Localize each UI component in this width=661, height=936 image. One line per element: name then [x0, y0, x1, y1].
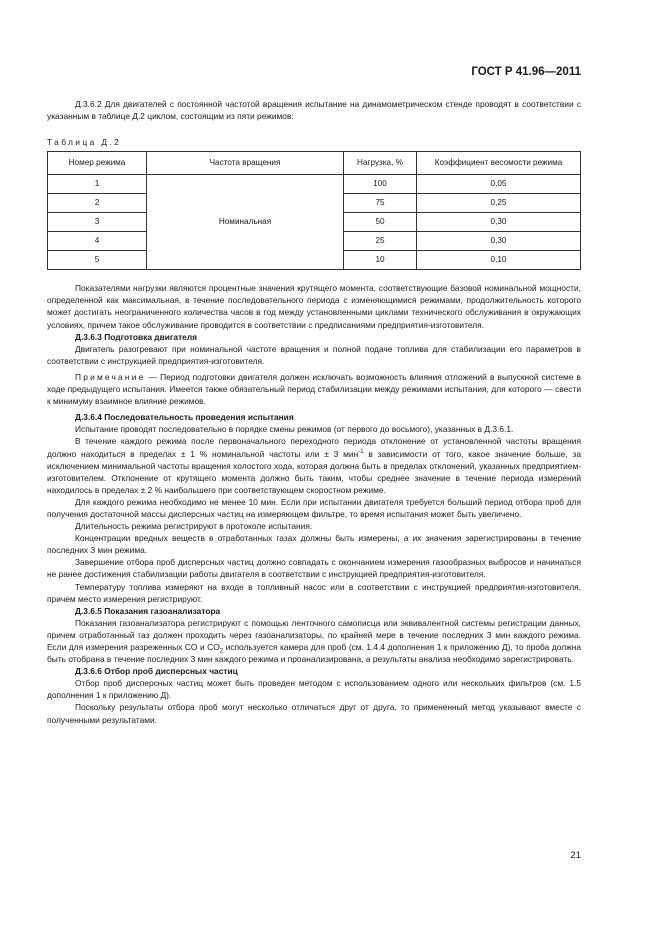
- note: [47, 371, 581, 407]
- paragraph: [47, 435, 581, 495]
- cell-load: 50: [344, 213, 417, 232]
- cell-mode: 5: [48, 251, 147, 270]
- paragraph: Поскольку результаты отбора проб могут несколько отличаться друг от друга, то примененный метод указывают вместе с полученными результатами.: [47, 702, 581, 725]
- col-header-weight: Коэффициент весомости режима: [417, 152, 581, 175]
- cell-load: 75: [344, 194, 417, 213]
- cell-weight: 0,10: [417, 251, 581, 270]
- cell-load: 100: [344, 175, 417, 194]
- paragraph: Длительность режима регистрируют в протоколе испытания.: [75, 521, 313, 532]
- paragraph: Испытание проводят последовательно в порядке смены режимов (от первого до восьмого), указанных в Д.3.6.1.: [75, 424, 514, 435]
- cell-mode: 1: [48, 175, 147, 194]
- paragraph: Показателями нагрузки являются процентные значения крутящего момента, соответствующие базовой номинальной мощности, определенной как максимальная, в течение последовательного периода с изменяющимися режимами, продолжительность которого может достигать неограниченного количества часов в год между установленными циклами технического обслуживания в окружающих условиях, причем такое обслуживание проводится в соответствии с предписаниями предприятия-изготовителя.: [47, 283, 581, 330]
- section-heading: Д.3.6.5 Показания газоанализатора: [75, 605, 221, 616]
- paragraph: Завершение отбора проб дисперсных частиц должно совпадать с окончанием измерения газообразных выбросов и начинаться не ранее достижения стабилизации работы двигателя в соответствии с инструкцией предприятия-изготовителя.: [47, 557, 581, 580]
- paragraph-text: используется камера для проб (см. 1.4.4 дополнения 1 к приложению Д), то проба должна быть отобрана в течение последних 3 мин каждого режима и проанализирована, а результаты анализа необходимо зарегистрировать.: [47, 642, 582, 665]
- paragraph: Д.3.6.2 Для двигателей с постоянной частотой вращения испытание на динамометрическом стенде проводят в соответствии с указанным в таблице Д.2 циклом, состоящим из пяти режимов:: [47, 99, 581, 122]
- section-heading: Д.3.6.4 Последовательность проведения испытания: [75, 412, 294, 423]
- table-caption: Таблица Д.2: [47, 137, 122, 148]
- paragraph-text: Показания газоанализатора регистрируют с помощью ленточного самописца или эквивалентной системы регистрации данных, причем отработанный газ должен проходить через газоанализаторы, по крайней мере в течение последних 3 мин каждого режима. Если для измерения разреженных CO и CO: [47, 617, 581, 652]
- cell-weight: 0,30: [417, 232, 581, 251]
- cell-weight: 0,25: [417, 194, 581, 213]
- paragraph: Температуру топлива измеряют на входе в топливный насос или в соответствии с инструкцией предприятия-изготовителя, причем место измерения регистрируют.: [47, 581, 581, 604]
- col-header-speed: Частота вращения: [147, 152, 344, 175]
- table-row: [48, 175, 581, 194]
- paragraph: [47, 617, 581, 665]
- paragraph-text: В течение каждого режима после первоначального переходного периода отклонение от установленной частоты вращения должно находиться в пределах ± 1 % номинальной частоты или ± 3 мин: [47, 436, 581, 459]
- paragraph: Двигатель разогревают при номинальной частоте вращения и полной подаче топлива для стабилизации его параметров в соответствии с инструкцией предприятия-изготовителя.: [47, 343, 581, 366]
- document-header: ГОСТ Р 41.96—2011: [471, 66, 581, 78]
- section-heading: Д.3.6.3 Подготовка двигателя: [75, 331, 198, 342]
- cell-weight: 0,30: [417, 213, 581, 232]
- cell-mode: 3: [48, 213, 147, 232]
- note-text: — Период подготовки двигателя должен исключать возможность влияния отложений в выпускной системе в ходе предыдущего испытания. Имеется также обязательный период стабилизации между режимами испытания, для которого — свести к минимуму взаимное влияние режимов.: [47, 371, 581, 407]
- cell-mode: 2: [48, 194, 147, 213]
- paragraph: Для каждого режима необходимо не менее 10 мин. Если при испытании двигателя требуется больший период отбора проб для получения достаточной массы дисперсных частиц на измеряющем фильтре, то время испытания может быть увеличено.: [47, 496, 581, 519]
- page-number: 21: [570, 850, 581, 861]
- paragraph: Концентрации вредных веществ в отработанных газах должны быть измерены, а их значения зарегистрированы в течение последних 3 мин режима.: [47, 533, 581, 556]
- col-header-mode: Номер режима: [48, 152, 147, 175]
- cell-load: 10: [344, 251, 417, 270]
- cell-weight: 0,05: [417, 175, 581, 194]
- superscript: -1: [358, 448, 364, 455]
- note-label: Примечание: [75, 371, 146, 382]
- paragraph: Отбор проб дисперсных частиц может быть проведен методом с использованием одного или нескольких фильтров (см. 1.5 дополнения 1 к приложению Д).: [47, 678, 581, 701]
- cell-speed: Номинальная: [147, 175, 344, 270]
- col-header-load: Нагрузка, %: [344, 152, 417, 175]
- document-body: [47, 98, 581, 726]
- paragraph-text: в зависимости от того, какое значение больше, за исключением минимальной частоты вращения холостого хода, которая должна быть в пределах отклонений, указанных предприятием-изготовителем. Отклонение от крутящего момента должно быть таким, чтобы среднее значение в течение периода измерений находилось в пределах ± 2 % наибольшего при соответствующем скоростном режиме.: [47, 448, 581, 495]
- cell-mode: 4: [48, 232, 147, 251]
- subscript: 2: [219, 648, 224, 655]
- section-heading: Д.3.6.6 Отбор проб дисперсных частиц: [75, 666, 238, 677]
- cell-load: 25: [344, 232, 417, 251]
- modes-table: [47, 151, 581, 270]
- table-header-row: [48, 152, 581, 175]
